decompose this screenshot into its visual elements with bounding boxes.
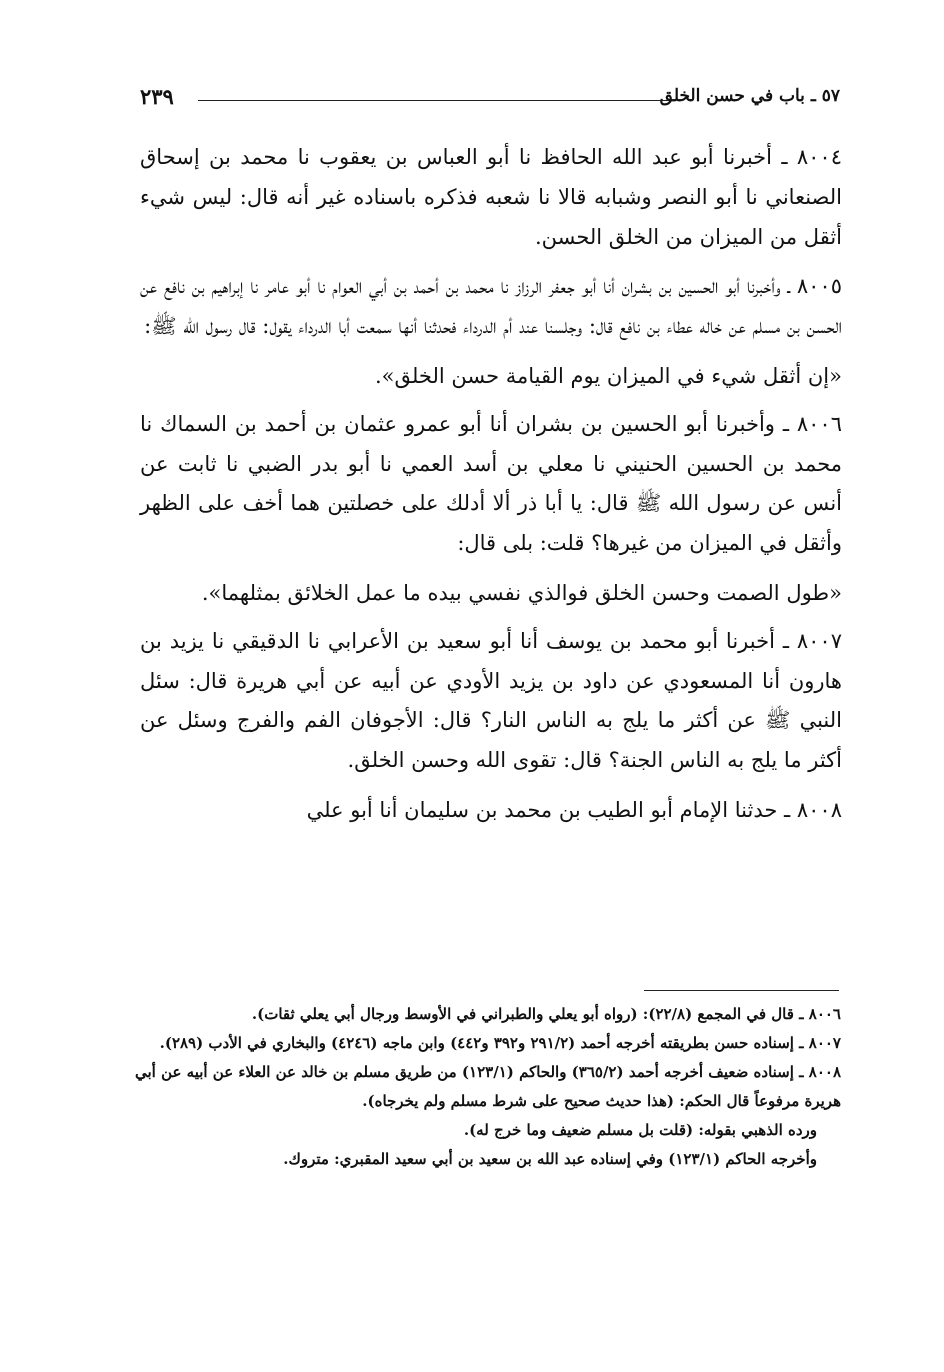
footnote-8006: ٨٠٠٦ ـ قال في المجمع (٢٢/٨): (رواه أبو يعلي والطبراني في الأوسط ورجال أبي يعلي ثقات). [251,1005,841,1023]
hadith-8008: ٨٠٠٨ ـ حدثنا الإمام أبو الطيب بن محمد بن سليمان أنا أبو علي [306,797,842,822]
header-rule [198,100,668,101]
footnote-8008-dhahabi: ورده الذهبي بقوله: (قلت بل مسلم ضعيف وما خرج له). [463,1121,817,1139]
footnotes [135,1000,841,1174]
footnote-separator [644,990,839,991]
page-number: ٢٣٩ [140,84,174,109]
chapter-title: ٥٧ ـ باب في حسن الخلق [659,86,840,106]
main-text [140,138,842,841]
hadith-8004: ٨٠٠٤ ـ أخبرنا أبو عبد الله الحافظ نا أبو العباس بن يعقوب نا محمد بن إسحاق الصنعاني نا أبو النصر وشبابه قالا نا شعبه فذكره باسناده غير أنه قال: ليس شيء أثقل من الميزان من الخلق الحسن. [140,145,842,249]
hadith-8007: ٨٠٠٧ ـ أخبرنا أبو محمد بن يوسف أنا أبو سعيد بن الأعرابي نا الدقيقي نا يزيد بن هارون أنا المسعودي عن داود بن يزيد الأودي عن أبيه عن أبي هريرة قال: سئل النبي ﷺ عن أكثر ما يلج به الناس النار؟ قال: الأجوفان الفم والفرج وسئل عن أكثر ما يلج به الناس الجنة؟ قال: تقوى الله وحسن الخلق. [140,628,842,773]
running-header [140,84,840,118]
footnote-8008-hakim: وأخرجه الحاكم (١٢٣/١) وفي إسناده عبد الله بن سعيد بن أبي سعيد المقبري: متروك. [283,1150,817,1168]
hadith-quote-8006: «طول الصمت وحسن الخلق فوالذي نفسي بيده ما عمل الخلائق بمثلهما». [201,580,842,605]
footnote-8007: ٨٠٠٧ ـ إسناده حسن بطريقته أخرجه أحمد (٢٩١/٢ و٣٩٢ و٤٤٢) وابن ماجه (٤٢٤٦) والبخاري في الأدب (٢٨٩). [159,1034,841,1052]
hadith-8005: ٨٠٠٥ ـ وأخبرنا أبو الحسين بن بشران أنا أبو جعفر الرزاز نا محمد بن أحمد بن أبي العوام نا أبو عامر نا إبراهيم بن نافع عن الحسن بن مسلم عن خاله عطاء بن نافع قال: وجلسنا عند أم الدرداء فحدثنا أنها سمعت أبا الدرداء يقول: قال رسول الله ﷺ: [140,274,842,339]
hadith-quote-8005: «إن أثقل شيء في الميزان يوم القيامة حسن الخلق». [374,363,842,388]
hadith-8006: ٨٠٠٦ ـ وأخبرنا أبو الحسين بن بشران أنا أبو عمرو عثمان بن أحمد بن السماك نا محمد بن الحسين الحنيني نا معلي بن أسد العمي نا أبو بدر الضبي نا ثابت عن أنس عن رسول الله ﷺ قال: يا أبا ذر ألا أدلك على خصلتين هما أخف على الظهر وأثقل في الميزان من غيرها؟ قلت: بلى قال: [140,411,842,556]
footnote-8008: ٨٠٠٨ ـ إسناده ضعيف أخرجه أحمد (٣٦٥/٢) والحاكم (١٢٣/١) من طريق مسلم بن خالد عن العلاء عن أبيه عن أبي هريرة مرفوعاً قال الحكم: (هذا حديث صحيح على شرط مسلم ولم يخرجاه). [135,1063,842,1110]
